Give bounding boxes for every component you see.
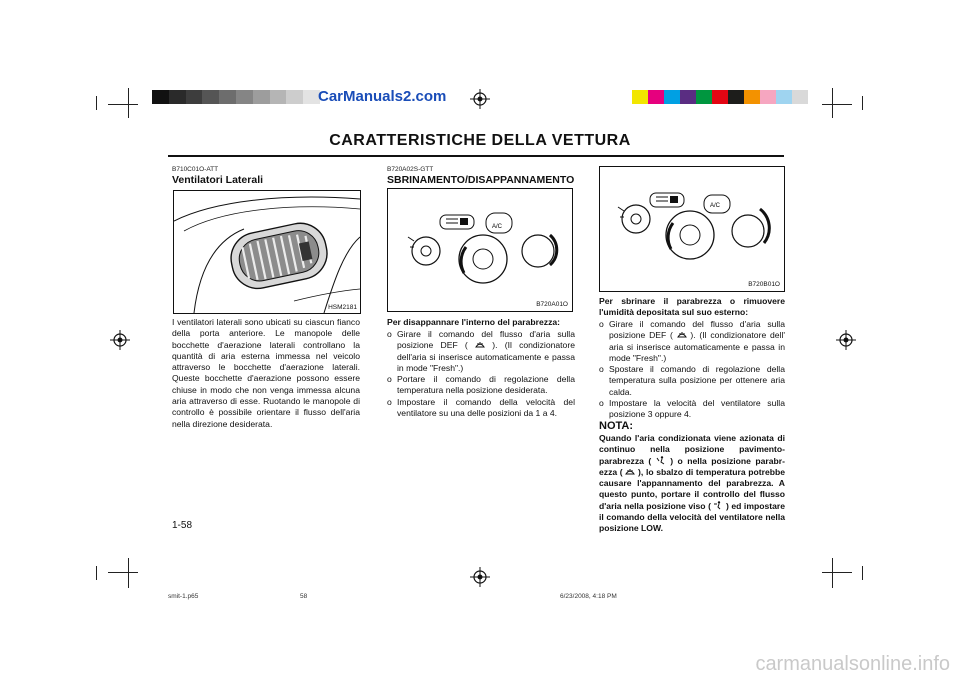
bullet-marker: o <box>599 319 604 329</box>
list-item-text: Portare il comando di regolazione della temperatura nella posizione desiderata. <box>397 374 575 396</box>
list-item-text: Impostare il comando della velocità del ventilatore su una delle posizioni da 1 a 4. <box>397 396 575 419</box>
side-vent-illustration <box>174 191 360 313</box>
list-item-text: Girare il comando del flusso d'aria sulla posizione DEF ( <box>609 319 785 341</box>
bullet-marker: o <box>387 396 392 407</box>
floor-defrost-icon <box>656 456 666 465</box>
registration-target-icon <box>110 330 130 350</box>
grayscale-bar <box>152 90 320 104</box>
section-code: B720A02S-GTT <box>387 166 434 173</box>
bullet-marker: o <box>387 329 392 339</box>
climate-panel-figure <box>599 166 785 292</box>
defrost-subheading: Per sbrinare il parabrezza o rimuovere l'umidità depositata sul suo esterno: <box>599 296 785 318</box>
list-item <box>599 319 785 364</box>
face-vent-icon <box>713 501 723 510</box>
list-item-text: Girare il comando del flusso d'aria sulla posizione DEF ( <box>397 329 575 351</box>
bullet-marker: o <box>387 374 392 385</box>
list-item <box>599 398 785 421</box>
note-text: ), lo sbalzo di temperatura potrebbe causare l'appannamento del parabrezza. A questo punto, portare il controllo del flusso d'aria nella posizione viso ( <box>599 466 786 511</box>
registration-target-icon <box>470 567 490 587</box>
list-item-text: Impostare la velocità del ventilatore sulla posizione 3 oppure 4. <box>609 398 785 420</box>
list-item-text: ). (Il condizionatore dell' aria si inserisce automaticamente e passa in mode "Fresh".) <box>609 330 785 363</box>
bullet-marker: o <box>599 398 604 409</box>
watermark-bottom: carmanualsonline.info <box>755 653 950 675</box>
defog-subheading: Per disappannare l'interno del parabrezza: <box>387 317 561 327</box>
section-title-defrost: SBRINAMENTO/DISAPPANNAMENTO <box>387 174 575 186</box>
list-item <box>387 397 575 420</box>
page-title: CARATTERISTICHE DELLA VETTURA <box>329 132 631 149</box>
side-vents-description: I ventilatori laterali sono ubicati su ciascun fianco della porta anteriore. Le manopole delle bocchette d'aerazione laterali controllano la quantità di aria esterna immessa nel veicolo attraverso le bocchette d'aerazione laterali. Queste bocchette d'aerazione possono essere chiuse in modo che non venga immessa alcuna aria attraverso di esse. Ruotando le manopole di controllo è possibile orientare il flusso dell'aria nella direzione desiderata. <box>172 317 360 429</box>
figure-label: B720A01O <box>536 301 568 308</box>
section-code: B710C01O-ATT <box>172 166 219 173</box>
watermark-top: CarManuals2.com <box>318 88 447 105</box>
list-item <box>387 374 575 397</box>
registration-target-icon <box>836 330 856 350</box>
note-text: ) o nella posizione parabr-ezza ( <box>599 455 786 477</box>
climate-panel-illustration <box>388 189 572 311</box>
section-title-side-vents: Ventilatori Laterali <box>172 174 264 186</box>
climate-panel-illustration <box>600 167 784 291</box>
figure-label: HSM2181 <box>328 304 357 311</box>
note-body <box>599 433 785 535</box>
figure-label: B720B01O <box>748 281 780 288</box>
note-title: NOTA: <box>599 420 634 432</box>
page-number: 1-58 <box>172 520 193 531</box>
defrost-icon <box>677 330 687 339</box>
list-item-text: Spostare il comando di regolazione della temperatura sulla posizione per ottenere aria calda. <box>609 364 785 397</box>
climate-panel-figure <box>387 188 573 312</box>
ac-label: A/C <box>710 203 721 209</box>
color-bar <box>632 90 808 104</box>
list-item-text: ). (Il condizionatore dell'aria si inserisce automaticamente e passa in mode "Fresh".) <box>397 340 575 373</box>
list-item <box>599 364 785 398</box>
footer-file: smit-1.p65 <box>168 593 199 600</box>
bullet-marker: o <box>599 364 604 375</box>
footer-date: 6/23/2008, 4:18 PM <box>560 593 617 600</box>
defrost-icon <box>625 467 635 476</box>
header-rule <box>168 155 784 157</box>
defog-steps <box>387 329 575 419</box>
registration-target-icon <box>470 89 490 109</box>
side-vent-figure <box>173 190 361 314</box>
defrost-icon <box>475 340 485 349</box>
note-text: Quando l'aria condizionata viene azionata di continuo nella posizione pavimento-parabrezza ( <box>599 433 785 466</box>
list-item <box>387 329 575 374</box>
footer-page: 58 <box>300 593 308 600</box>
ac-label: A/C <box>492 224 503 230</box>
note-text: ) ed impostare il comando della velocità del ventilatore nella posizione LOW. <box>599 500 786 534</box>
defrost-steps <box>599 319 785 421</box>
